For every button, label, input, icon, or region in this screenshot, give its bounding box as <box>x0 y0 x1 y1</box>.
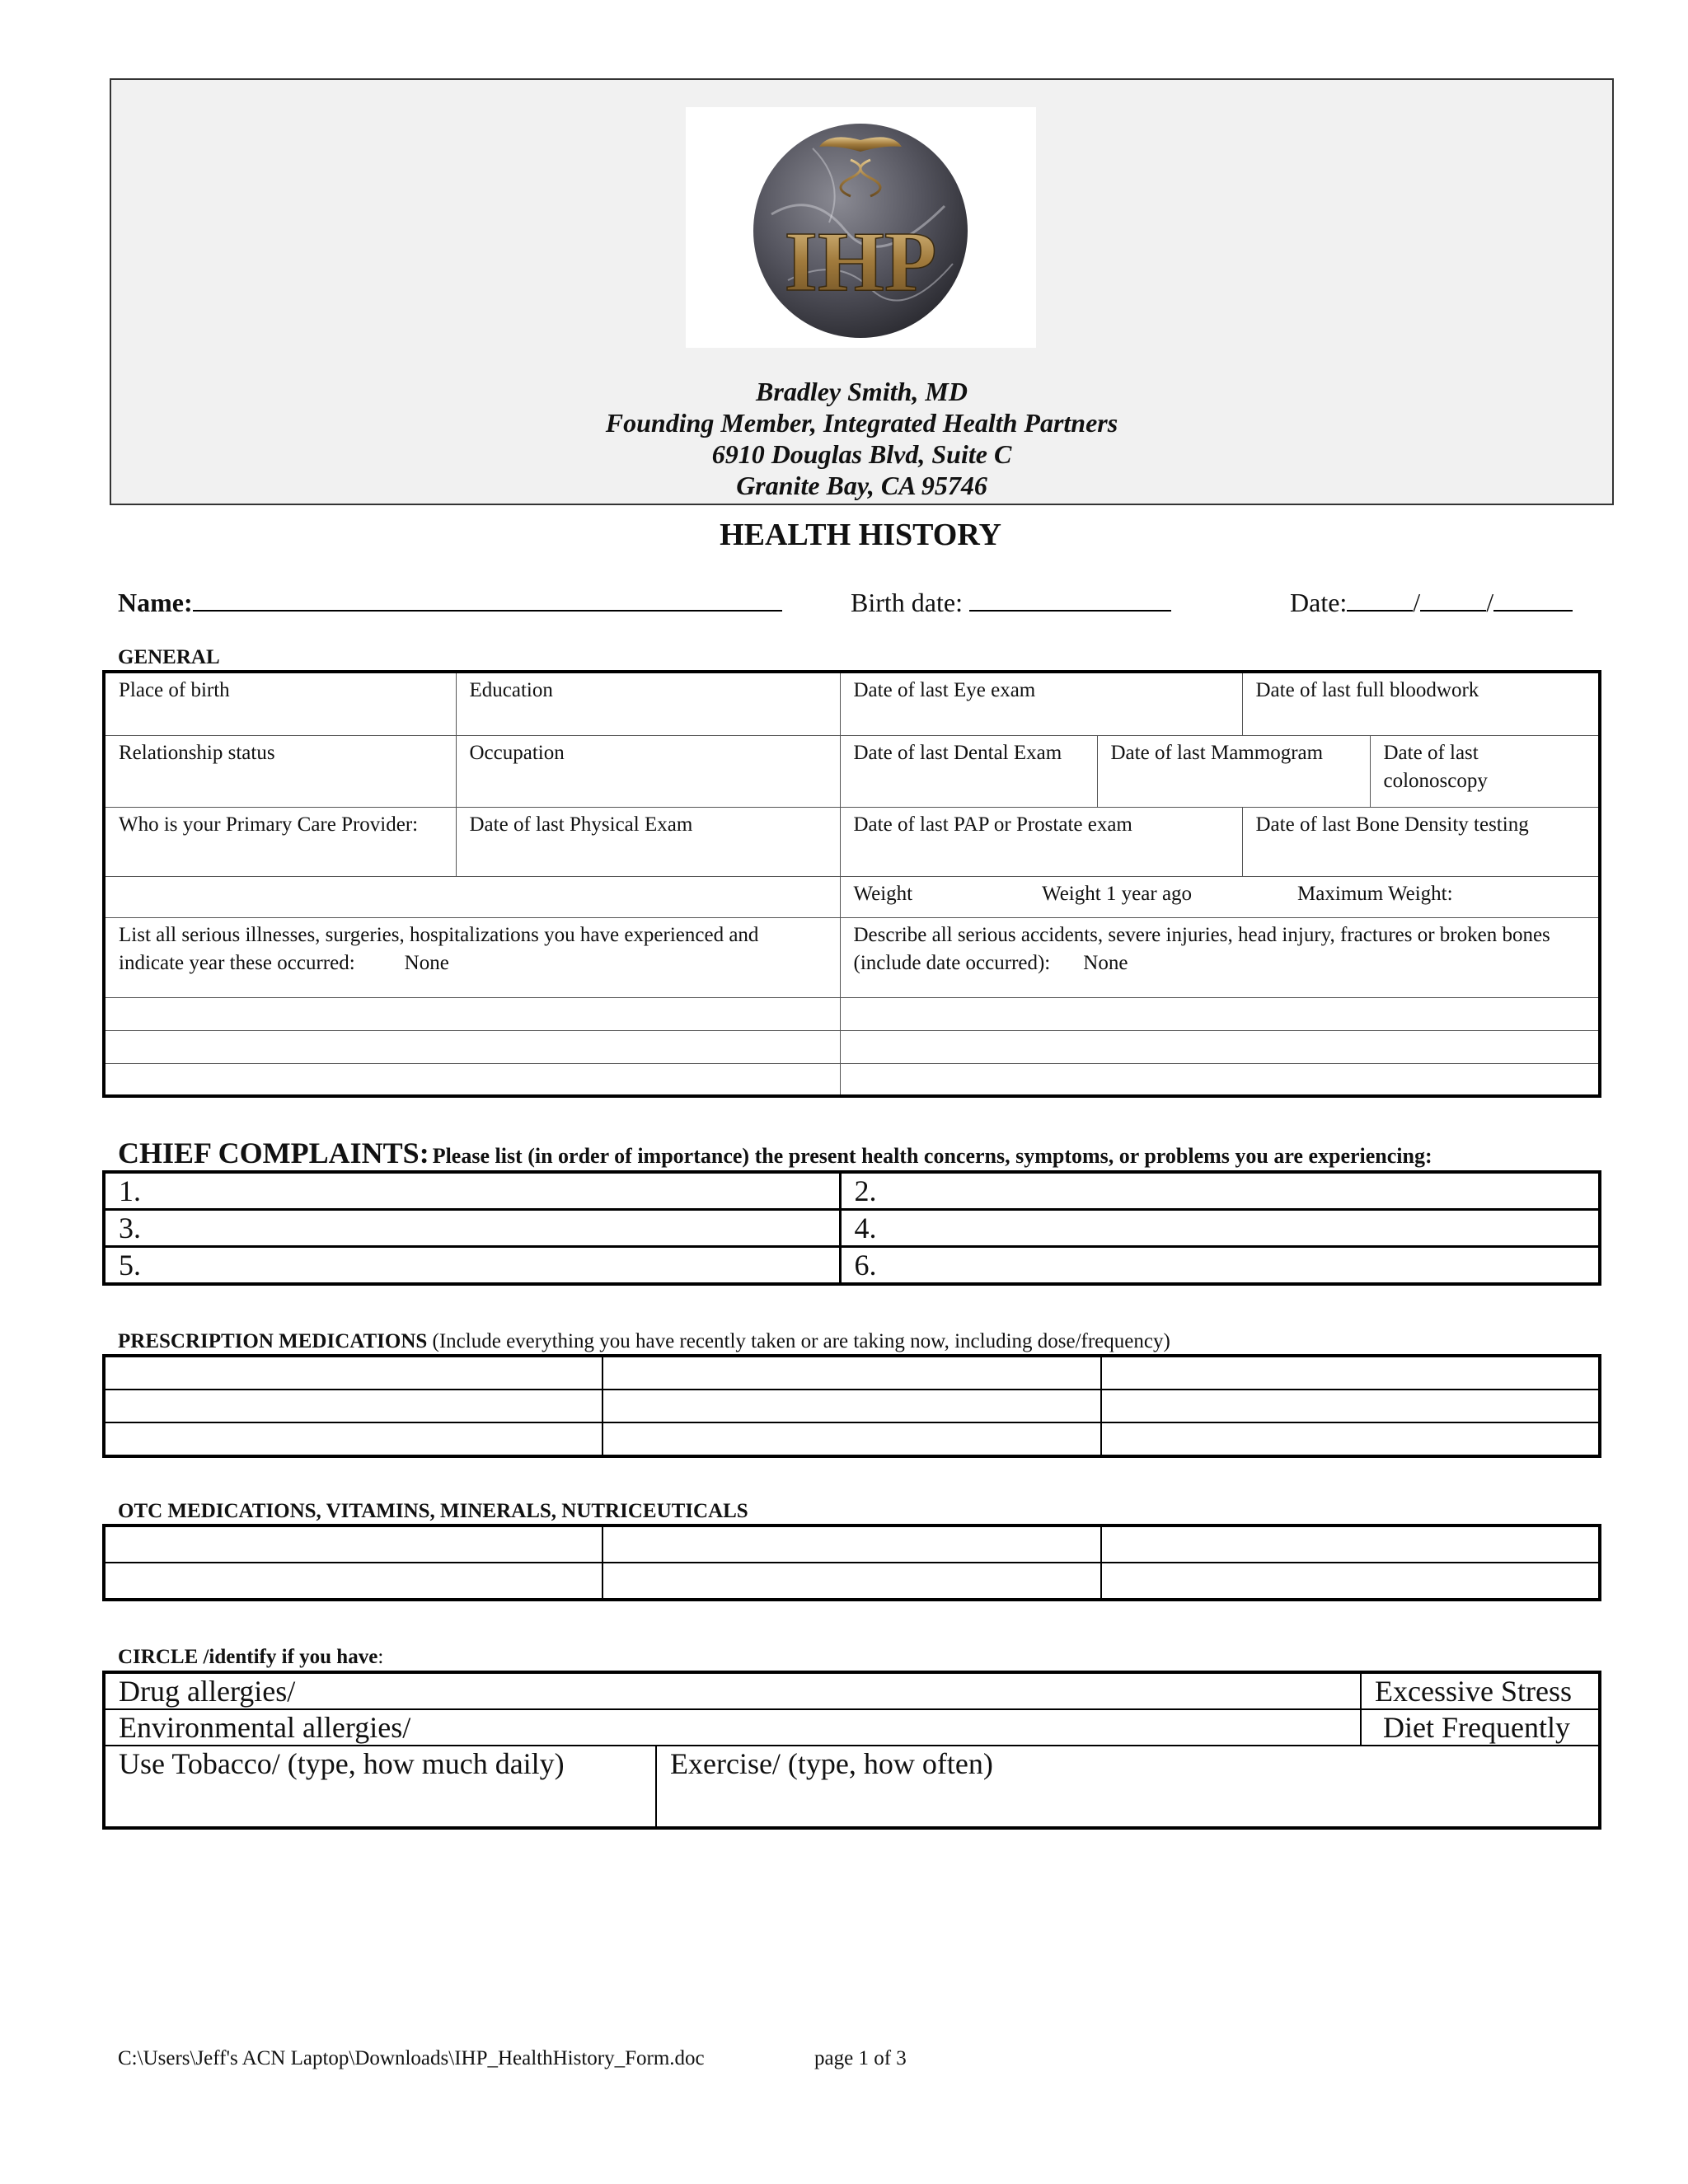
last-physical-label: Date of last Physical Exam <box>469 813 693 836</box>
otc-cell[interactable] <box>603 1526 1101 1563</box>
primary-care-cell[interactable] <box>104 807 456 876</box>
birth-date-input-line[interactable] <box>969 587 1171 612</box>
logo-panel <box>686 107 1036 348</box>
relationship-status-label: Relationship status <box>119 741 275 764</box>
rx-cell[interactable] <box>104 1422 603 1456</box>
illnesses-value[interactable]: None <box>404 951 449 974</box>
accident-line-row[interactable] <box>840 1063 1600 1096</box>
diet-label: Diet Frequently <box>1383 1711 1570 1744</box>
name-input-line[interactable] <box>193 587 782 612</box>
general-section-title: GENERAL <box>118 646 220 668</box>
name-field[interactable] <box>118 587 782 618</box>
date-month-line[interactable] <box>1347 587 1413 612</box>
complaint-number: 6. <box>854 1249 877 1282</box>
primary-care-label: Who is your Primary Care Provider: <box>119 813 419 836</box>
date-day-line[interactable] <box>1420 587 1486 612</box>
accidents-cell[interactable] <box>840 917 1600 997</box>
last-mammogram-label: Date of last Mammogram <box>1110 741 1324 764</box>
last-dental-label: Date of last Dental Exam <box>853 741 1062 764</box>
circle-table <box>102 1671 1601 1830</box>
otc-cell[interactable] <box>603 1563 1101 1600</box>
drug-allergies-option[interactable] <box>104 1672 1361 1709</box>
relationship-status-cell[interactable] <box>104 735 456 807</box>
weight-label: Weight <box>853 882 913 905</box>
weight-1yr-label: Weight 1 year ago <box>1042 882 1193 905</box>
complaint-field[interactable] <box>840 1247 1600 1285</box>
illness-line-row[interactable] <box>104 997 840 1030</box>
prescriptions-heading <box>118 1330 1170 1353</box>
accidents-value[interactable]: None <box>1083 951 1128 974</box>
otc-title: OTC MEDICATIONS, VITAMINS, MINERALS, NUTRICEUTICALS <box>118 1500 748 1522</box>
prescriptions-note: (Include everything you have recently taken or are taking now, including dose/frequency) <box>432 1330 1170 1352</box>
env-allergies-option[interactable] <box>104 1709 1361 1746</box>
illnesses-cell[interactable] <box>104 917 840 997</box>
date-label: Date: <box>1290 588 1348 617</box>
prescriptions-table <box>102 1354 1601 1458</box>
complaint-number: 3. <box>119 1212 141 1244</box>
logo-monogram: IHP <box>784 214 937 309</box>
accidents-prompt: Describe all serious accidents, severe injuries, head injury, fractures or broken bones (include date occurred): <box>853 923 1550 974</box>
illnesses-prompt: List all serious illnesses, surgeries, hospitalizations you have experienced and indicate year these occurred: <box>119 923 759 974</box>
last-mammogram-cell[interactable] <box>1097 735 1370 807</box>
complaint-field[interactable] <box>104 1210 840 1247</box>
circle-colon: : <box>377 1646 384 1668</box>
excessive-stress-label: Excessive Stress <box>1375 1675 1572 1708</box>
last-pap-label: Date of last PAP or Prostate exam <box>853 813 1132 836</box>
illness-line-row[interactable] <box>104 1063 840 1096</box>
education-cell[interactable] <box>456 672 840 735</box>
affiliation: Founding Member, Integrated Health Partners <box>605 408 1118 438</box>
place-of-birth-cell[interactable] <box>104 672 456 735</box>
complaint-field[interactable] <box>840 1172 1600 1210</box>
rx-cell[interactable] <box>603 1390 1101 1422</box>
last-eye-exam-label: Date of last Eye exam <box>853 679 1036 701</box>
empty-cell <box>104 876 840 917</box>
rx-cell[interactable] <box>1101 1356 1600 1390</box>
complaint-number: 2. <box>854 1174 877 1207</box>
otc-cell[interactable] <box>104 1526 603 1563</box>
occupation-cell[interactable] <box>456 735 840 807</box>
rx-cell[interactable] <box>603 1422 1101 1456</box>
last-bloodwork-cell[interactable] <box>1242 672 1600 735</box>
date-field[interactable] <box>1290 587 1573 618</box>
last-bloodwork-label: Date of last full bloodwork <box>1255 679 1479 701</box>
occupation-label: Occupation <box>469 741 565 764</box>
rx-cell[interactable] <box>1101 1422 1600 1456</box>
date-separator: / <box>1413 588 1421 617</box>
birth-date-field[interactable] <box>851 587 1171 618</box>
chief-complaints-instruction: Please list (in order of importance) the present health concerns, symptoms, or problems you are experiencing: <box>432 1144 1432 1168</box>
complaint-number: 5. <box>119 1249 141 1282</box>
weight-cell[interactable] <box>840 876 1600 917</box>
complaint-field[interactable] <box>840 1210 1600 1247</box>
address-line2: Granite Bay, CA 95746 <box>736 471 987 500</box>
complaint-number: 4. <box>854 1212 877 1244</box>
last-bone-density-label: Date of last Bone Density testing <box>1255 813 1529 836</box>
footer-file-path: C:\Users\Jeff's ACN Laptop\Downloads\IHP_HealthHistory_Form.doc <box>118 2047 705 2069</box>
last-pap-cell[interactable] <box>840 807 1242 876</box>
date-year-line[interactable] <box>1493 587 1573 612</box>
otc-cell[interactable] <box>104 1563 603 1600</box>
place-of-birth-label: Place of birth <box>119 679 230 701</box>
chief-complaints-table <box>102 1170 1601 1286</box>
footer-page-number: page 1 of 3 <box>814 2047 907 2069</box>
diet-option[interactable] <box>1361 1709 1600 1746</box>
prescriptions-title: PRESCRIPTION MEDICATIONS <box>118 1330 428 1352</box>
chief-complaints-title: CHIEF COMPLAINTS: <box>118 1137 429 1169</box>
ihp-logo <box>747 115 974 343</box>
otc-table <box>102 1524 1601 1601</box>
env-allergies-label: Environmental allergies/ <box>119 1711 411 1744</box>
otc-cell[interactable] <box>1101 1563 1600 1600</box>
tobacco-option[interactable] <box>104 1746 656 1828</box>
last-colonoscopy-label: Date of last colonoscopy <box>1383 741 1488 792</box>
otc-cell[interactable] <box>1101 1526 1600 1563</box>
education-label: Education <box>469 679 553 701</box>
form-title: HEALTH HISTORY <box>720 518 1001 552</box>
last-colonoscopy-cell[interactable] <box>1370 735 1600 807</box>
last-physical-cell[interactable] <box>456 807 840 876</box>
doctor-name: Bradley Smith, MD <box>756 377 968 406</box>
rx-cell[interactable] <box>104 1356 603 1390</box>
last-eye-exam-cell[interactable] <box>840 672 1242 735</box>
date-separator: / <box>1486 588 1494 617</box>
complaint-field[interactable] <box>104 1172 840 1210</box>
accident-line-row[interactable] <box>840 1030 1600 1063</box>
excessive-stress-option[interactable] <box>1361 1672 1600 1709</box>
chief-complaints-heading <box>118 1136 1432 1170</box>
complaint-number: 1. <box>119 1174 141 1207</box>
max-weight-label: Maximum Weight: <box>1297 882 1453 905</box>
circle-title: CIRCLE /identify if you have <box>118 1646 378 1668</box>
last-dental-cell[interactable] <box>840 735 1097 807</box>
rx-cell[interactable] <box>1101 1390 1600 1422</box>
last-bone-density-cell[interactable] <box>1242 807 1600 876</box>
exercise-label: Exercise/ (type, how often) <box>670 1747 993 1780</box>
rx-cell[interactable] <box>104 1390 603 1422</box>
rx-cell[interactable] <box>603 1356 1101 1390</box>
birth-date-label: Birth date: <box>851 588 963 617</box>
address-line1: 6910 Douglas Blvd, Suite C <box>711 439 1012 469</box>
drug-allergies-label: Drug allergies/ <box>119 1675 296 1708</box>
general-table <box>102 670 1601 1098</box>
illness-line-row[interactable] <box>104 1030 840 1063</box>
accident-line-row[interactable] <box>840 997 1600 1030</box>
tobacco-label: Use Tobacco/ (type, how much daily) <box>119 1747 565 1780</box>
exercise-option[interactable] <box>656 1746 1600 1828</box>
circle-heading <box>118 1646 383 1669</box>
complaint-field[interactable] <box>104 1247 840 1285</box>
name-label: Name: <box>118 588 193 617</box>
